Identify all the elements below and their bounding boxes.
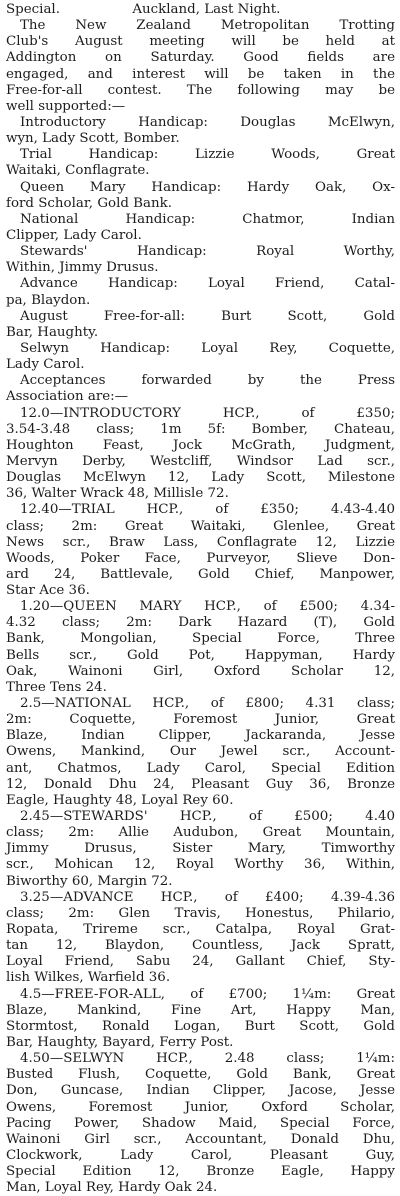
text-line: News scr., Braw Lass, Conflagrate 12, Lizzie	[6, 534, 395, 550]
text-line: Club's August meeting will be held at	[6, 34, 395, 50]
text-line: class; 2m: Allie Audubon, Great Mountain,	[6, 825, 395, 841]
text-line: Blaze, Indian Clipper, Jackaranda, Jesse	[6, 728, 395, 744]
text-line: Loyal Friend, Sabu 24, Gallant Chief, Sty-	[6, 954, 395, 970]
text-line: Douglas McElwyn 12, Lady Scott, Milestone	[6, 470, 395, 486]
text-line: Bank, Mongolian, Special Force, Three	[6, 631, 395, 647]
text-line: Introductory Handicap: Douglas McElwyn,	[20, 114, 395, 130]
text-line: pa, Blaydon.	[6, 292, 91, 308]
text-line: well supported:—	[6, 98, 126, 114]
text-line: Don, Guncase, Indian Clipper, Jacose, Jesse	[6, 1083, 395, 1099]
text-line: The New Zealand Metropolitan Trotting	[20, 18, 395, 34]
text-line: class; 2m: Glen Travis, Honestus, Philario,	[6, 905, 395, 921]
race-heading: 12.0—INTRODUCTORY HCP., of £350;	[20, 405, 395, 421]
text-line: August Free-for-all: Burt Scott, Gold	[20, 308, 395, 324]
text-line: Bar, Haughty.	[6, 324, 99, 340]
text-line: scr., Mohican 12, Royal Worthy 36, Within,	[6, 857, 395, 873]
text-line: 36, Walter Wrack 48, Millisle 72.	[6, 486, 229, 502]
race-heading: 1.20—QUEEN MARY HCP., of £500; 4.34-	[20, 599, 395, 615]
text-line: 12, Donald Dhu 24, Pleasant Guy 36, Bronze	[6, 776, 395, 792]
race-heading: 4.5—FREE-FOR-ALL, of £700; 1¼m: Great	[20, 986, 395, 1002]
text-line: Selwyn Handicap: Loyal Rey, Coquette,	[20, 340, 395, 356]
text-line: Stormtost, Ronald Logan, Burt Scott, Gold	[6, 1018, 395, 1034]
text-line: 2m: Coquette, Foremost Junior, Great	[6, 712, 395, 728]
text-line: Blaze, Mankind, Fine Art, Happy Man,	[6, 1002, 395, 1018]
text-line: Owens, Mankind, Our Jewel scr., Account-	[6, 744, 395, 760]
text-line: Pacing Power, Shadow Maid, Special Force,	[6, 1115, 395, 1131]
text-line: Star Ace 36.	[6, 583, 90, 599]
text-line: Clockwork, Lady Carol, Pleasant Guy,	[6, 1147, 395, 1163]
race-heading: 2.45—STEWARDS' HCP., of £500; 4.40	[20, 809, 395, 825]
text-line: Queen Mary Handicap: Hardy Oak, Ox-	[20, 179, 395, 195]
text-line: Lady Carol.	[6, 357, 85, 373]
text-line: Bar, Haughty, Bayard, Ferry Post.	[6, 1035, 234, 1050]
text-line: Biworthy 60, Margin 72.	[6, 873, 173, 889]
text-line: engaged, and interest will be taken in the	[6, 66, 395, 82]
text-line: Mervyn Derby, Westcliff, Windsor Lad scr.,	[6, 453, 395, 469]
text-line: Association are:—	[6, 389, 129, 405]
text-line: National Handicap: Chatmor, Indian	[20, 211, 395, 227]
text-line: ant, Chatmos, Lady Carol, Special Edition	[6, 760, 395, 776]
text-line: Man, Loyal Rey, Hardy Oak 24.	[6, 1180, 218, 1196]
text-line: Three Tens 24.	[6, 679, 107, 695]
text-line: ard 24, Battlevale, Gold Chief, Manpower,	[6, 566, 395, 582]
text-line: Woods, Poker Face, Purveyor, Slieve Don-	[6, 550, 395, 566]
text-line: Stewards' Handicap: Royal Worthy,	[20, 244, 395, 260]
race-heading: 4.50—SELWYN HCP., 2.48 class; 1¼m:	[20, 1051, 395, 1067]
race-heading: 12.40—TRIAL HCP., of £350; 4.43-4.40	[20, 502, 395, 518]
text-line: 4.32 class; 2m: Dark Hazard (T), Gold	[6, 615, 395, 631]
race-heading: 3.25—ADVANCE HCP., of £400; 4.39-4.36	[20, 889, 395, 905]
text-line: Waitaki, Conflagrate.	[6, 163, 150, 179]
race-heading: 2.5—NATIONAL HCP., of £800; 4.31 class;	[20, 696, 395, 712]
dateline: Special. Auckland, Last Night.	[6, 2, 281, 17]
text-line: Eagle, Haughty 48, Loyal Rey 60.	[6, 792, 234, 808]
text-line: Jimmy Drusus, Sister Mary, Timworthy	[6, 841, 395, 857]
text-line: Oak, Wainoni Girl, Oxford Scholar 12,	[6, 663, 395, 679]
text-line: Clipper, Lady Carol.	[6, 227, 142, 243]
text-line: Busted Flush, Coquette, Gold Bank, Great	[6, 1067, 395, 1083]
text-line: ford Scholar, Gold Bank.	[6, 195, 173, 211]
text-line: Trial Handicap: Lizzie Woods, Great	[20, 147, 395, 163]
text-line: tan 12, Blaydon, Countless, Jack Spratt,	[6, 938, 395, 954]
text-line: Free-for-all contest. The following may be	[6, 82, 395, 98]
text-line: Houghton Feast, Jock McGrath, Judgment,	[6, 437, 395, 453]
text-line: Special Edition 12, Bronze Eagle, Happy	[6, 1164, 395, 1180]
text-line: class; 2m: Great Waitaki, Glenlee, Great	[6, 518, 395, 534]
text-line: wyn, Lady Scott, Bomber.	[6, 131, 180, 147]
text-line: Ropata, Trireme scr., Catalpa, Royal Grat-	[6, 922, 395, 938]
text-line: Advance Handicap: Loyal Friend, Catal-	[20, 276, 395, 292]
text-line: Bells scr., Gold Pot, Happyman, Hardy	[6, 647, 395, 663]
text-line: Acceptances forwarded by the Press	[20, 373, 395, 389]
text-line: Addington on Saturday. Good fields are	[6, 50, 395, 66]
text-line: Within, Jimmy Drusus.	[6, 260, 159, 276]
text-line: Wainoni Girl scr., Accountant, Donald Dhu,	[6, 1131, 395, 1147]
text-line: Owens, Foremost Junior, Oxford Scholar,	[6, 1099, 395, 1115]
text-line: lish Wilkes, Warfield 36.	[6, 970, 171, 986]
text-line: 3.54-3.48 class; 1m 5f: Bomber, Chateau,	[6, 421, 395, 437]
